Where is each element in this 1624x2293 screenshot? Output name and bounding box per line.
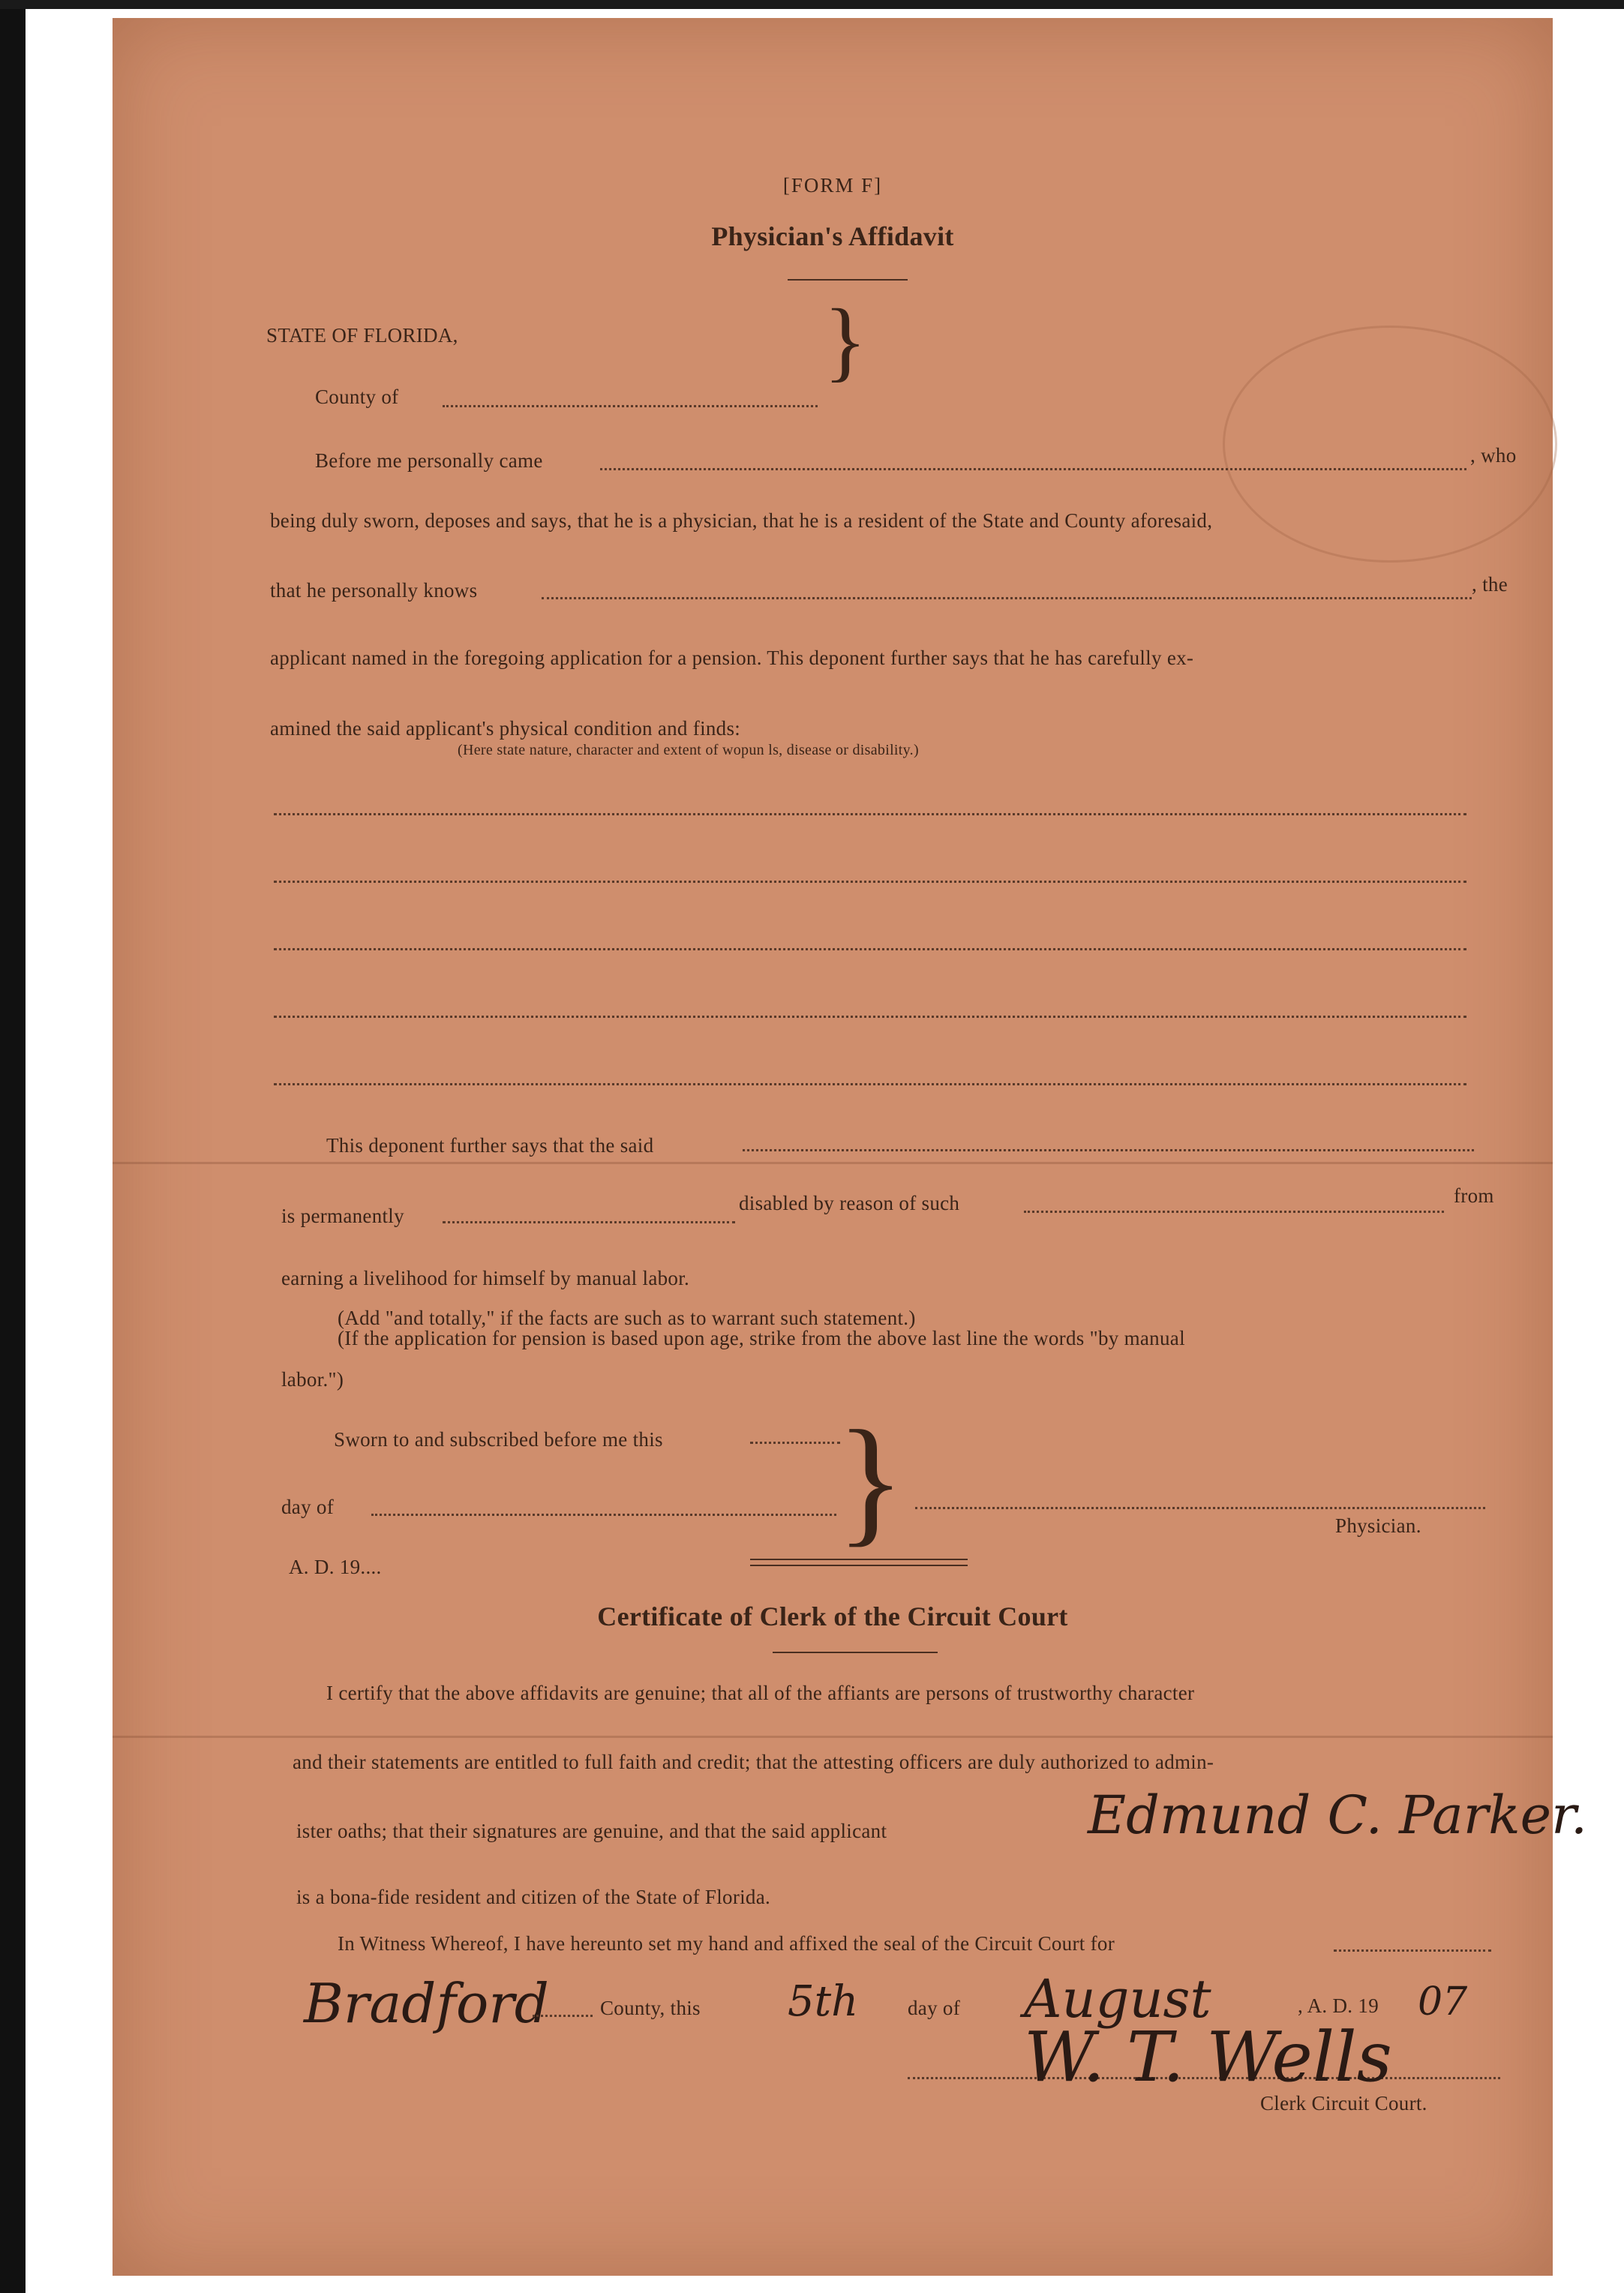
witness-blank[interactable] xyxy=(1334,1949,1491,1952)
instruction-note: (Here state nature, character and extent of wopun ls, disease or disability.) xyxy=(458,742,919,758)
county-handwritten: Bradford xyxy=(304,1972,549,2035)
physician-label: Physician. xyxy=(1335,1514,1421,1537)
clerk-signature: W. T. Wells xyxy=(1024,2017,1392,2097)
certificate-title: Certificate of Clerk of the Circuit Court xyxy=(597,1601,1068,1631)
witness-line: In Witness Whereof, I have hereunto set my hand and affixed the seal of the Circuit Court for xyxy=(338,1932,1115,1955)
sworn-line: being duly sworn, deposes and says, that he is a physician, that he is a resident of the State and County aforesaid, xyxy=(270,509,1213,532)
form-label: [FORM F] xyxy=(782,174,883,197)
findings-line-4[interactable] xyxy=(274,1016,1466,1018)
scan-top-bar xyxy=(0,0,1624,9)
applicant-line: applicant named in the foregoing application for a pension. This deponent further says that he has carefully ex- xyxy=(270,647,1194,669)
double-rule-bottom xyxy=(750,1565,968,1566)
sworn-to-label: Sworn to and subscribed before me this xyxy=(334,1428,663,1451)
year-handwritten: 07 xyxy=(1418,1979,1468,2024)
who-label: , who xyxy=(1470,444,1517,467)
examined-line: amined the said applicant's physical condition and finds: xyxy=(270,717,741,740)
ad-19-label: A. D. 19.... xyxy=(289,1556,382,1578)
sworn-day-blank[interactable] xyxy=(750,1442,840,1444)
the-label: , the xyxy=(1472,573,1508,596)
physician-signature-blank[interactable] xyxy=(915,1507,1485,1509)
state-line: STATE OF FLORIDA, xyxy=(266,324,458,347)
ad-prefix-label: , A. D. 19 xyxy=(1298,1994,1379,2017)
affiant-name-blank[interactable] xyxy=(600,468,1466,470)
brace: } xyxy=(824,290,867,390)
findings-line-5[interactable] xyxy=(274,1083,1466,1085)
affidavit-paper xyxy=(113,18,1588,2276)
cert-line-2: and their statements are entitled to full faith and credit; that the attesting officers are duly authorized to admin- xyxy=(293,1751,1214,1773)
day-of-label-2: day of xyxy=(908,1997,961,2019)
age-note: (If the application for pension is based upon age, strike from the above last line the words "by manual xyxy=(338,1327,1185,1349)
knows-label: that he personally knows xyxy=(270,579,478,602)
from-label: from xyxy=(1454,1184,1494,1207)
disability-blank[interactable] xyxy=(1024,1211,1444,1213)
county-dots xyxy=(533,2015,593,2017)
findings-line-2[interactable] xyxy=(274,881,1466,883)
brace-signature: } xyxy=(836,1402,905,1559)
cert-line-4: is a bona-fide resident and citizen of the State of Florida. xyxy=(296,1886,771,1908)
page-title: Physician's Affidavit xyxy=(711,221,954,251)
findings-line-3[interactable] xyxy=(274,948,1466,950)
permanently-blank[interactable] xyxy=(443,1221,735,1223)
day-handwritten: 5th xyxy=(788,1977,859,2026)
add-note: (Add "and totally," if the facts are such as to warrant such statement.) xyxy=(338,1307,916,1329)
county-blank[interactable] xyxy=(443,405,818,407)
applicant-name-blank[interactable] xyxy=(542,597,1472,599)
clerk-label: Clerk Circuit Court. xyxy=(1260,2092,1427,2114)
sworn-month-blank[interactable] xyxy=(371,1514,836,1516)
fold-line xyxy=(113,1162,1553,1164)
cert-line-1: I certify that the above affidavits are genuine; that all of the affiants are persons of trustworthy character xyxy=(326,1682,1195,1704)
day-of-label: day of xyxy=(281,1496,335,1518)
county-this-label: County, this xyxy=(600,1997,701,2019)
permanently-label: is permanently xyxy=(281,1205,404,1227)
personally-came-label: Before me personally came xyxy=(315,449,543,472)
further-says-label: This deponent further says that the said xyxy=(326,1134,654,1157)
livelihood-line: earning a livelihood for himself by manual labor. xyxy=(281,1267,690,1289)
county-label: County of xyxy=(315,386,399,408)
title-rule xyxy=(788,279,908,281)
disabled-by-label: disabled by reason of such xyxy=(739,1192,960,1214)
scan-left-edge xyxy=(0,9,26,2293)
double-rule-top xyxy=(750,1559,968,1560)
fold-line xyxy=(113,1736,1553,1738)
month-handwritten: August xyxy=(1024,1968,1211,2030)
cert-line-3: ister oaths; that their signatures are genuine, and that the said applicant xyxy=(296,1820,887,1842)
certificate-rule xyxy=(773,1652,938,1653)
applicant-signature: Edmund C. Parker. xyxy=(1088,1784,1588,1846)
said-blank[interactable] xyxy=(743,1149,1474,1151)
labor-close: labor.") xyxy=(281,1368,344,1391)
findings-line-1[interactable] xyxy=(274,813,1466,815)
